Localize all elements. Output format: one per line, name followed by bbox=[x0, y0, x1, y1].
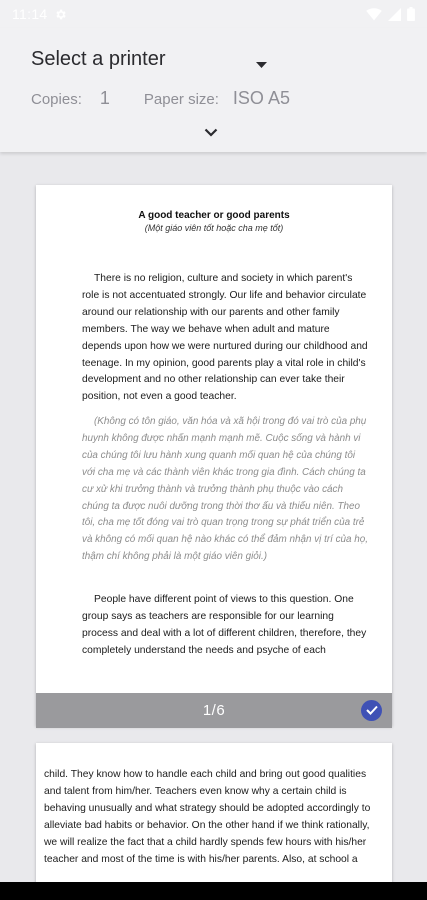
document-title: A good teacher or good parents bbox=[138, 210, 290, 221]
chevron-down-icon bbox=[204, 124, 218, 141]
paper-size-label: Paper size: bbox=[143, 91, 219, 108]
wifi-icon bbox=[366, 8, 382, 21]
paragraph-2-text: (Không có tôn giáo, văn hóa và xã hội trong đó vai trò của phụ huynh không được nhấn mạnh mạnh mẽ. Cuộc sống và hành vi của chúng tôi lưu hành xung quanh mối quan hệ của chúng tôi với cha mẹ và các thành viên khác trong gia đình. Cách chúng ta cư xử khi trưởng thành và trưởng thành phụ thuộc vào cách chúng ta được nuôi dưỡng trong thời thơ ấu và thiếu niên. Theo tôi, cha mẹ tốt đóng vai trò quan trọng trong sự phát triển của trẻ và không có mối quan hệ nào khác có thể đảm nhận vị trí của họ, thậm chí không phải là một giáo viên giỏi.) bbox=[82, 416, 369, 563]
status-left bbox=[12, 6, 67, 22]
preview-page-1[interactable] bbox=[36, 185, 392, 726]
paragraph-1 bbox=[82, 271, 368, 406]
page-number-indicator: 1/6 bbox=[202, 702, 226, 719]
page-footer bbox=[36, 693, 392, 728]
print-options-header bbox=[0, 28, 427, 152]
check-icon bbox=[366, 702, 378, 720]
paper-size-value: ISO A5 bbox=[232, 88, 290, 108]
copies-label: Copies: bbox=[31, 91, 82, 108]
page-select-checkbox[interactable] bbox=[361, 700, 382, 721]
navigation-bar bbox=[0, 882, 427, 900]
status-right bbox=[366, 7, 415, 21]
paragraph-2-translation bbox=[82, 414, 368, 566]
print-preview[interactable] bbox=[0, 152, 427, 882]
page-2-paragraph: child. They know how to handle each child and bring out good qualities and talent from him/her. Teachers even know why a certain child is behaving unusually and what strategy should be adopted accordingly to alleviate bad habits or behavior. On the other hand if we think rationally, we will realize the fact that a child hardly spends few hours with his/her teacher and most of the time is with his/her parents. Also, at school a bbox=[44, 769, 371, 865]
paragraph-3-text: People have different point of views to this question. One group says as teachers are responsible for our learning process and deal with a lot of different children, therefore, they completely understand the needs and psyche of each bbox=[82, 594, 367, 656]
paragraph-3 bbox=[82, 592, 368, 660]
printer-select[interactable] bbox=[31, 44, 271, 74]
dropdown-arrow-icon bbox=[256, 55, 267, 73]
paragraph-1-text: There is no religion, culture and society in which parent's role is not accentuated strongly. Our life and behavior circulate around our relationship with our parents and other family members. The way we behave when adult and mature depends upon how we were nurtured during our childhood and teenage. In my opinion, good parents play a vital role in child's development and no other relationship can ever take their position, not even a good teacher. bbox=[82, 273, 368, 403]
copies-value: 1 bbox=[99, 88, 110, 108]
gear-icon bbox=[54, 8, 67, 21]
expand-options-button[interactable] bbox=[204, 124, 218, 142]
preview-page-2[interactable] bbox=[36, 743, 392, 882]
battery-icon bbox=[407, 7, 415, 21]
status-bar bbox=[0, 0, 427, 28]
printer-select-label: Select a printer bbox=[31, 47, 166, 70]
status-time: 11:14 bbox=[12, 6, 48, 22]
signal-icon bbox=[388, 8, 401, 21]
print-options-summary bbox=[31, 88, 290, 109]
document-subtitle: (Một giáo viên tốt hoặc cha mẹ tốt) bbox=[144, 223, 284, 233]
